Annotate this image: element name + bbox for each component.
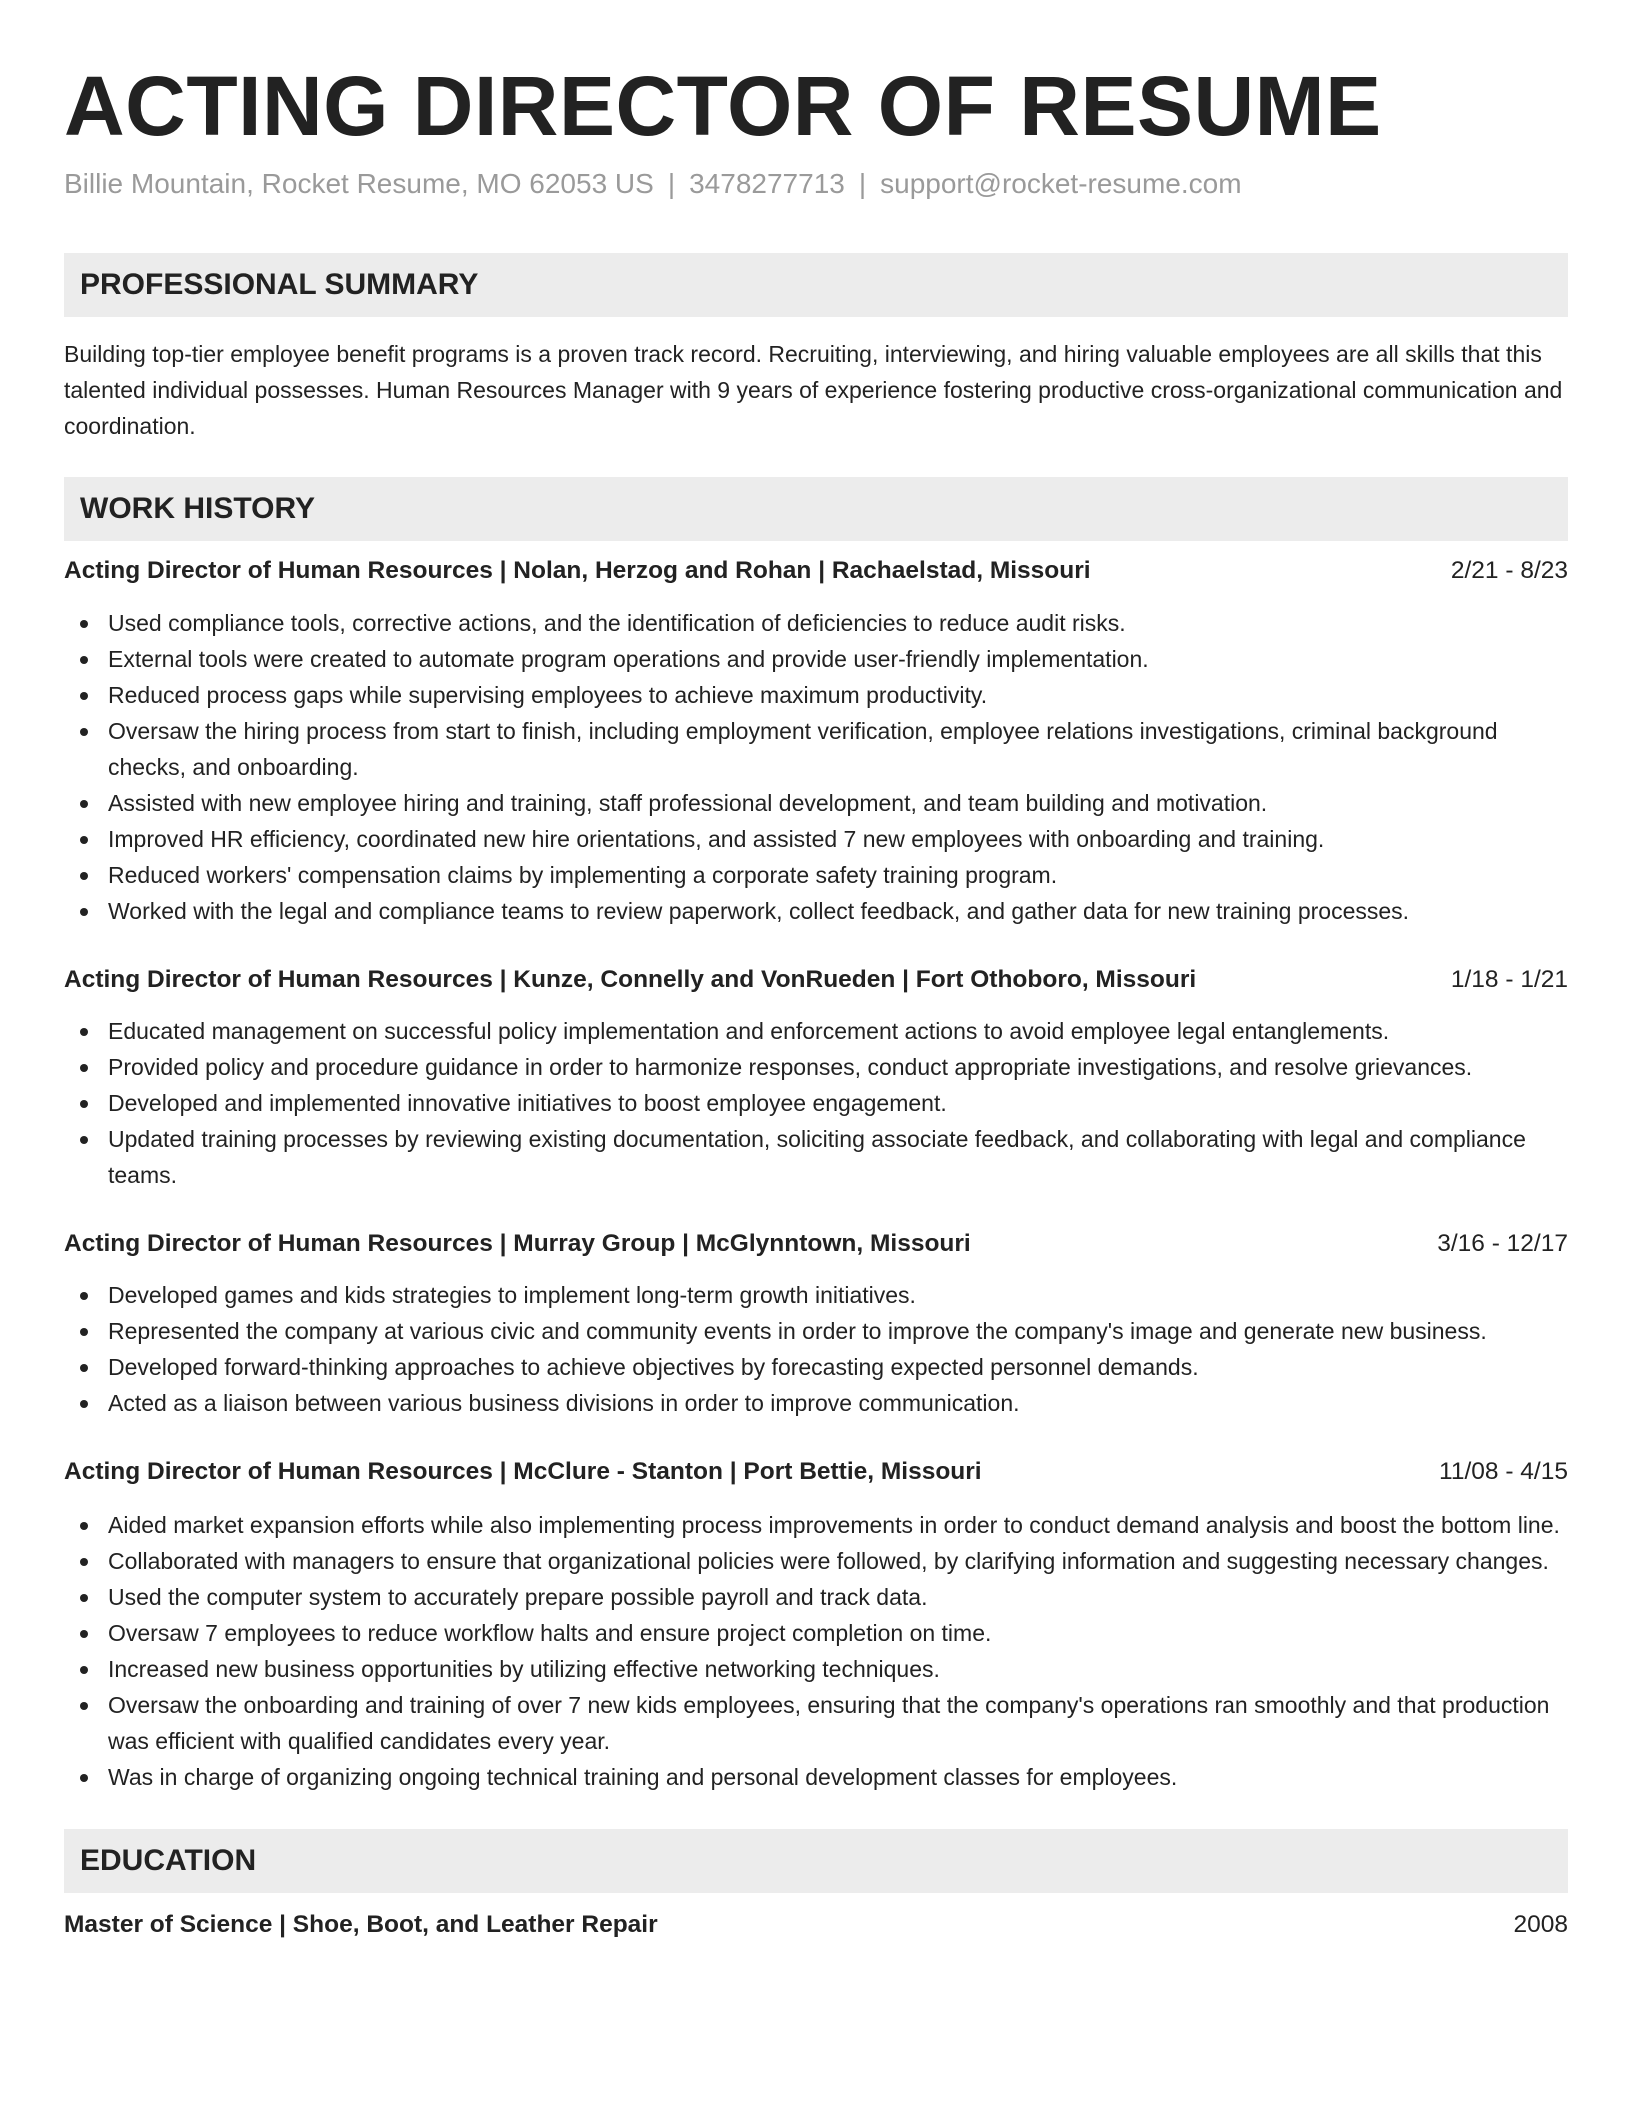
job-header xyxy=(64,962,1568,998)
job-bullet xyxy=(64,1579,1568,1615)
job-title: Acting Director of Human Resources | Murray Group | McGlynntown, Missouri xyxy=(64,1230,971,1257)
contact-separator: | xyxy=(667,168,676,199)
bullet-icon xyxy=(80,656,88,664)
bullet-icon xyxy=(80,1328,88,1336)
job-bullet-text: Acted as a liaison between various business divisions in order to improve communication. xyxy=(108,1390,1020,1416)
job-bullet xyxy=(64,605,1568,641)
bullet-icon xyxy=(80,1028,88,1036)
bullet-icon xyxy=(80,1136,88,1144)
job-bullet-text: Was in charge of organizing ongoing technical training and personal development classes for employees. xyxy=(108,1764,1178,1790)
job-bullet xyxy=(64,1013,1568,1049)
job-entry xyxy=(64,1454,1568,1795)
job-bullet-text: Improved HR efficiency, coordinated new hire orientations, and assisted 7 new employees with onboarding and training. xyxy=(108,826,1325,852)
bullet-icon xyxy=(80,908,88,916)
job-bullet-text: Worked with the legal and compliance teams to review paperwork, collect feedback, and gather data for new training processes. xyxy=(108,898,1410,924)
bullet-icon xyxy=(80,1522,88,1530)
job-bullet xyxy=(64,713,1568,785)
section-heading-education: EDUCATION xyxy=(64,1829,1568,1893)
job-bullet-text: External tools were created to automate program operations and provide user-friendly implementation. xyxy=(108,646,1149,672)
bullet-icon xyxy=(80,836,88,844)
job-bullet-list xyxy=(64,1277,1568,1421)
job-bullet-list xyxy=(64,1507,1568,1795)
contact-email: support@rocket-resume.com xyxy=(880,168,1242,199)
bullet-icon xyxy=(80,1666,88,1674)
job-bullet-text: Aided market expansion efforts while also implementing process improvements in order to conduct demand analysis and boost the bottom line. xyxy=(108,1512,1560,1538)
job-entry xyxy=(64,1226,1568,1421)
job-bullet-text: Oversaw the hiring process from start to finish, including employment verification, employee relations investigations, criminal background checks, and onboarding. xyxy=(108,718,1498,780)
job-entry xyxy=(64,962,1568,1193)
job-bullet-text: Used compliance tools, corrective actions, and the identification of deficiencies to reduce audit risks. xyxy=(108,610,1126,636)
bullet-icon xyxy=(80,1558,88,1566)
job-bullet xyxy=(64,641,1568,677)
bullet-icon xyxy=(80,1702,88,1710)
job-title: Acting Director of Human Resources | McClure - Stanton | Port Bettie, Missouri xyxy=(64,1458,982,1485)
degree-title: Master of Science | Shoe, Boot, and Leather Repair xyxy=(64,1911,658,1938)
job-bullet-text: Collaborated with managers to ensure that organizational policies were followed, by clarifying information and suggesting necessary changes. xyxy=(108,1548,1549,1574)
job-bullet-text: Increased new business opportunities by utilizing effective networking techniques. xyxy=(108,1656,940,1682)
job-bullet-text: Reduced workers' compensation claims by implementing a corporate safety training program. xyxy=(108,862,1058,888)
contact-separator: | xyxy=(858,168,867,199)
job-bullet-text: Represented the company at various civic and community events in order to improve the company's image and generate new business. xyxy=(108,1318,1487,1344)
job-bullet-text: Educated management on successful policy implementation and enforcement actions to avoid employee legal entanglements. xyxy=(108,1018,1390,1044)
job-title: Acting Director of Human Resources | Nolan, Herzog and Rohan | Rachaelstad, Missouri xyxy=(64,557,1091,584)
job-bullet-text: Oversaw 7 employees to reduce workflow halts and ensure project completion on time. xyxy=(108,1620,992,1646)
job-bullet xyxy=(64,1507,1568,1543)
job-bullet xyxy=(64,1543,1568,1579)
job-header xyxy=(64,1454,1568,1490)
job-bullet-text: Reduced process gaps while supervising employees to achieve maximum productivity. xyxy=(108,682,988,708)
job-bullet xyxy=(64,1651,1568,1687)
bullet-icon xyxy=(80,1292,88,1300)
section-heading-work-history: WORK HISTORY xyxy=(64,477,1568,541)
job-entry xyxy=(64,553,1568,929)
job-bullet xyxy=(64,1759,1568,1795)
section-heading-summary: PROFESSIONAL SUMMARY xyxy=(64,253,1568,317)
resume-name-heading: ACTING DIRECTOR OF RESUME xyxy=(64,59,1382,153)
job-bullet xyxy=(64,1313,1568,1349)
bullet-icon xyxy=(80,1064,88,1072)
job-bullet-text: Oversaw the onboarding and training of over 7 new kids employees, ensuring that the company's operations ran smoothly and that production was efficient with qualified candidates every year. xyxy=(108,1692,1550,1754)
job-bullet-text: Developed and implemented innovative initiatives to boost employee engagement. xyxy=(108,1090,947,1116)
job-header xyxy=(64,1226,1568,1262)
bullet-icon xyxy=(80,620,88,628)
summary-text: Building top-tier employee benefit programs is a proven track record. Recruiting, interviewing, and hiring valuable employees are all skills that this talented individual possesses. Human Resources Manager with 9 years of experience fostering productive cross-organizational communication and coordination. xyxy=(64,341,1563,439)
job-bullet xyxy=(64,1687,1568,1759)
job-bullet xyxy=(64,785,1568,821)
job-bullet-text: Developed forward-thinking approaches to achieve objectives by forecasting expected personnel demands. xyxy=(108,1354,1199,1380)
job-dates: 3/16 - 12/17 xyxy=(1437,1230,1568,1257)
contact-address: Billie Mountain, Rocket Resume, MO 62053 US xyxy=(64,168,654,199)
job-bullet-list xyxy=(64,1013,1568,1193)
bullet-icon xyxy=(80,1594,88,1602)
job-bullet xyxy=(64,1121,1568,1193)
job-dates: 11/08 - 4/15 xyxy=(1439,1458,1568,1485)
job-bullet xyxy=(64,1085,1568,1121)
education-header xyxy=(64,1907,1568,1943)
bullet-icon xyxy=(80,1400,88,1408)
bullet-icon xyxy=(80,1774,88,1782)
bullet-icon xyxy=(80,728,88,736)
job-bullet-text: Assisted with new employee hiring and training, staff professional development, and team building and motivation. xyxy=(108,790,1268,816)
job-bullet xyxy=(64,893,1568,929)
bullet-icon xyxy=(80,692,88,700)
job-title: Acting Director of Human Resources | Kunze, Connelly and VonRueden | Fort Othoboro, Missouri xyxy=(64,966,1197,993)
job-dates: 1/18 - 1/21 xyxy=(1450,966,1568,993)
job-bullet xyxy=(64,1277,1568,1313)
education-entry xyxy=(64,1907,1568,1943)
job-bullet xyxy=(64,1385,1568,1421)
job-bullet-text: Used the computer system to accurately prepare possible payroll and track data. xyxy=(108,1584,928,1610)
job-bullet xyxy=(64,1349,1568,1385)
job-bullet-text: Provided policy and procedure guidance in order to harmonize responses, conduct appropriate investigations, and resolve grievances. xyxy=(108,1054,1473,1080)
job-dates: 2/21 - 8/23 xyxy=(1450,557,1568,584)
bullet-icon xyxy=(80,1364,88,1372)
graduation-year: 2008 xyxy=(1513,1911,1568,1938)
job-bullet-list xyxy=(64,605,1568,929)
bullet-icon xyxy=(80,872,88,880)
job-bullet-text: Developed games and kids strategies to implement long-term growth initiatives. xyxy=(108,1282,916,1308)
job-bullet xyxy=(64,821,1568,857)
bullet-icon xyxy=(80,1630,88,1638)
job-bullet-text: Updated training processes by reviewing existing documentation, soliciting associate feedback, and collaborating with legal and compliance teams. xyxy=(108,1126,1526,1188)
bullet-icon xyxy=(80,800,88,808)
contact-phone: 3478277713 xyxy=(689,168,845,199)
job-header xyxy=(64,553,1568,589)
contact-line xyxy=(64,166,1568,202)
job-bullet xyxy=(64,1615,1568,1651)
resume-page xyxy=(64,0,1568,1943)
job-bullet xyxy=(64,677,1568,713)
bullet-icon xyxy=(80,1100,88,1108)
job-bullet xyxy=(64,857,1568,893)
job-bullet xyxy=(64,1049,1568,1085)
